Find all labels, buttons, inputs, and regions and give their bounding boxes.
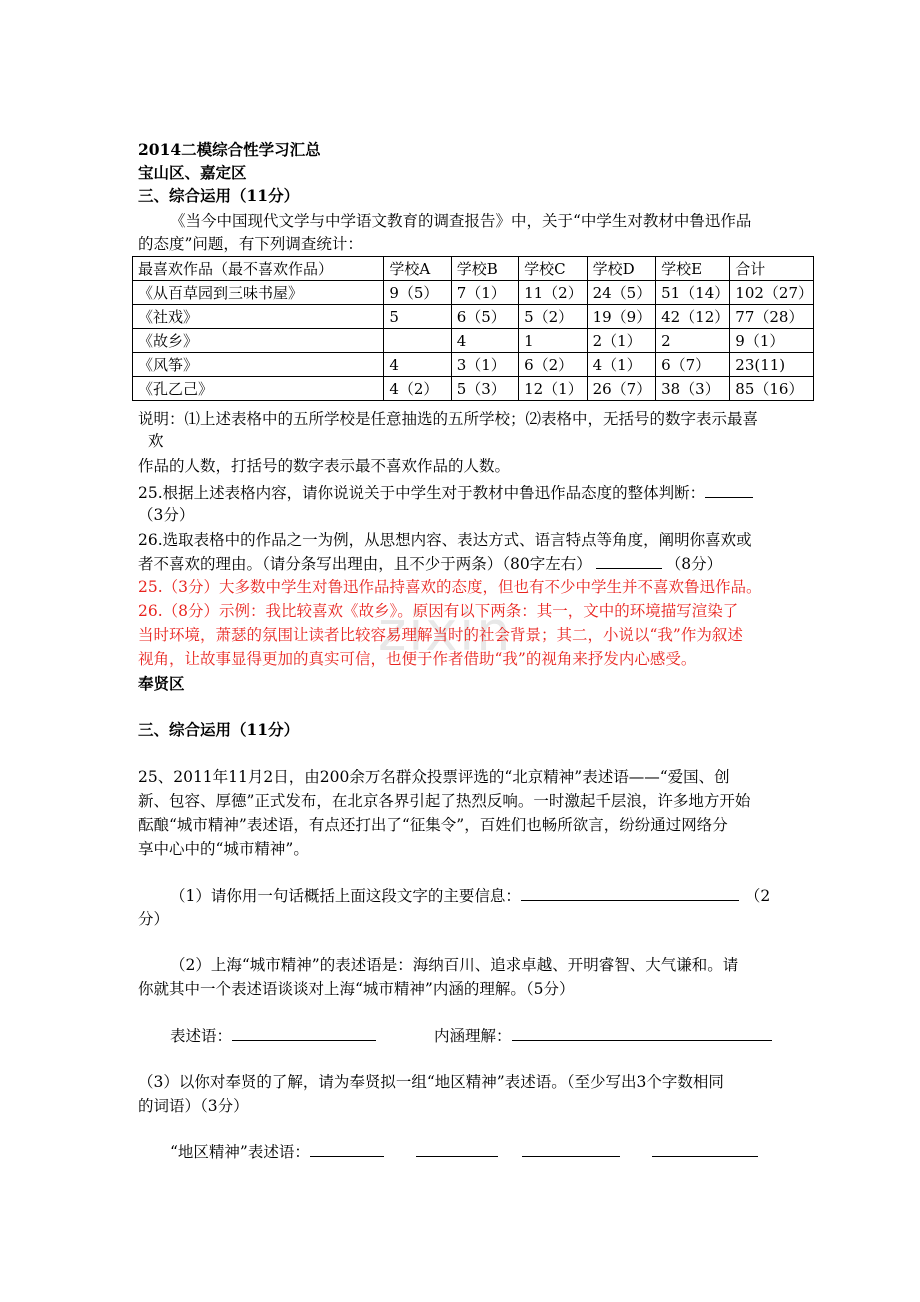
expression-blank[interactable] bbox=[232, 1024, 376, 1041]
note-line-1: 说明：⑴上述表格中的五所学校是任意抽选的五所学校；⑵表格中，无括号的数字表示最喜 bbox=[138, 410, 759, 428]
table-row bbox=[133, 281, 814, 305]
table-cell: 23(11) bbox=[730, 353, 814, 377]
table-header-cell: 合计 bbox=[730, 257, 814, 281]
table-row bbox=[133, 329, 814, 353]
region-spirit-label: “地区精神”表述语： bbox=[170, 1143, 310, 1161]
table-cell: 7（1） bbox=[451, 281, 518, 305]
answer-blank[interactable] bbox=[522, 1140, 620, 1157]
question-26-line-2 bbox=[138, 552, 788, 575]
doc-title: 2014二模综合性学习汇总 bbox=[138, 140, 321, 159]
table-cell bbox=[384, 329, 451, 353]
table-cell: 12（1） bbox=[519, 377, 587, 401]
section-heading-1: 三、综合运用（11分） bbox=[138, 186, 300, 205]
table-cell: 85（16） bbox=[730, 377, 814, 401]
table-cell: 19（9） bbox=[587, 305, 655, 329]
watermark: zixin bbox=[378, 600, 513, 663]
table-cell: 5（2） bbox=[519, 305, 587, 329]
answer-blank[interactable] bbox=[705, 481, 753, 498]
answer-26-line-1: 26.（8分）示例：我比较喜欢《故乡》。原因有以下两条：其一，文中的环境描写渲染了 bbox=[138, 602, 739, 620]
table-cell: 5（3） bbox=[451, 377, 518, 401]
subquestion-3-line-1: （3）以你对奉贤的了解，请为奉贤拟一组“地区精神”表述语。（至少写出3个字数相同 bbox=[138, 1073, 724, 1091]
subquestion-2-line-2: 你就其中一个表述语谈谈对上海“城市精神”内涵的理解。（5分） bbox=[138, 980, 575, 998]
table-cell: 《孔乙己》 bbox=[133, 377, 384, 401]
table-cell: 3（1） bbox=[451, 353, 518, 377]
question-25-line-1 bbox=[138, 481, 788, 504]
table-header-cell: 最喜欢作品（最不喜欢作品） bbox=[133, 257, 384, 281]
table-cell: 26（7） bbox=[587, 377, 655, 401]
table-row bbox=[133, 305, 814, 329]
table-cell: 11（2） bbox=[519, 281, 587, 305]
survey-table bbox=[132, 256, 814, 401]
table-cell: 《从百草园到三味书屋》 bbox=[133, 281, 384, 305]
answer-blank[interactable] bbox=[416, 1140, 498, 1157]
passage-line-4: 享中心中的“城市精神”。 bbox=[138, 840, 309, 858]
subquestion-2-line-1: （2）上海“城市精神”的表述语是：海纳百川、追求卓越、开明睿智、大气谦和。请 bbox=[170, 956, 739, 974]
subquestion-1-line-1 bbox=[170, 884, 820, 907]
table-cell: 2（1） bbox=[587, 329, 655, 353]
subquestion-3-answer-row bbox=[170, 1140, 820, 1163]
table-cell: 4（1） bbox=[587, 353, 655, 377]
answer-blank[interactable] bbox=[596, 552, 662, 569]
note-line-3: 作品的人数，打括号的数字表示最不喜欢作品的人数。 bbox=[138, 457, 511, 475]
table-header-cell: 学校B bbox=[451, 257, 518, 281]
table-cell: 24（5） bbox=[587, 281, 655, 305]
intro-line-1: 《当今中国现代文学与中学语文教育的调查报告》中，关于“中学生对教材中鲁迅作品 bbox=[170, 212, 752, 230]
table-cell: 《故乡》 bbox=[133, 329, 384, 353]
question-26-line-1: 26.选取表格中的作品之一为例，从思想内容、表达方式、语言特点等角度，阐明你喜欢或 bbox=[138, 531, 752, 549]
answer-26-line-3: 视角，让故事显得更加的真实可信，也便于作者借助“我”的视角来抒发内心感受。 bbox=[138, 650, 697, 668]
table-cell: 5 bbox=[384, 305, 451, 329]
answer-blank[interactable] bbox=[521, 884, 739, 901]
meaning-label: 内涵理解： bbox=[434, 1027, 512, 1045]
subquestion-1-line-2: 分） bbox=[138, 910, 170, 928]
answer-25: 25.（3分）大多数中学生对鲁迅作品持喜欢的态度，但也有不少中学生并不喜欢鲁迅作品。 bbox=[138, 578, 762, 596]
question-26-text: 者不喜欢的理由。（请分条写出理由，且不少于两条）（80字左右） bbox=[138, 555, 592, 573]
table-cell: 9（5） bbox=[384, 281, 451, 305]
table-cell: 4（2） bbox=[384, 377, 451, 401]
table-row bbox=[133, 353, 814, 377]
passage-line-1: 25、2011年11月2日，由200余万名群众投票评选的“北京精神”表述语——“爱国、创 bbox=[138, 768, 730, 786]
table-cell: 42（12） bbox=[656, 305, 730, 329]
passage-line-3: 酝酿“城市精神”表述语，有点还打出了“征集令”，百姓们也畅所欲言，纷纷通过网络分 bbox=[138, 816, 728, 834]
table-cell: 2 bbox=[656, 329, 730, 353]
table-cell: 6（2） bbox=[519, 353, 587, 377]
table-cell: 1 bbox=[519, 329, 587, 353]
subquestion-2-answer-row bbox=[170, 1024, 820, 1047]
table-header-cell: 学校C bbox=[519, 257, 587, 281]
district-heading-2: 奉贤区 bbox=[138, 674, 185, 693]
section-heading-2: 三、综合运用（11分） bbox=[138, 720, 300, 739]
answer-blank[interactable] bbox=[310, 1140, 384, 1157]
table-cell: 《社戏》 bbox=[133, 305, 384, 329]
table-cell: 6（7） bbox=[656, 353, 730, 377]
intro-line-2: 的态度”问题，有下列调查统计： bbox=[138, 235, 363, 253]
table-cell: 4 bbox=[384, 353, 451, 377]
table-cell: 9（1） bbox=[730, 329, 814, 353]
passage-line-2: 新、包容、厚德”正式发布，在北京各界引起了热烈反响。一时激起千层浪，许多地方开始 bbox=[138, 792, 751, 810]
answer-26-line-2: 当时环境，萧瑟的氛围让读者比较容易理解当时的社会背景；其二，小说以“我”作为叙述 bbox=[138, 626, 743, 644]
note-line-2: 欢 bbox=[148, 432, 164, 450]
question-25-line-2: （3分） bbox=[138, 506, 195, 524]
table-cell: 4 bbox=[451, 329, 518, 353]
table-cell: 51（14） bbox=[656, 281, 730, 305]
table-cell: 77（28） bbox=[730, 305, 814, 329]
table-header-cell: 学校D bbox=[587, 257, 655, 281]
question-26-score: （8分） bbox=[665, 555, 723, 573]
table-cell: 6（5） bbox=[451, 305, 518, 329]
table-cell: 《风筝》 bbox=[133, 353, 384, 377]
expression-label: 表述语： bbox=[170, 1027, 233, 1045]
question-25-text: 25.根据上述表格内容，请你说说关于中学生对于教材中鲁迅作品态度的整体判断： bbox=[138, 484, 706, 502]
answer-blank[interactable] bbox=[652, 1140, 758, 1157]
meaning-blank[interactable] bbox=[512, 1024, 772, 1041]
table-row bbox=[133, 377, 814, 401]
table-cell: 38（3） bbox=[656, 377, 730, 401]
table-header-cell: 学校E bbox=[656, 257, 730, 281]
table-header-cell: 学校A bbox=[384, 257, 451, 281]
table-header-row bbox=[133, 257, 814, 281]
subquestion-1-text: （1）请你用一句话概括上面这段文字的主要信息： bbox=[170, 887, 521, 905]
subquestion-1-score: （2 bbox=[744, 887, 771, 905]
district-heading-1: 宝山区、嘉定区 bbox=[138, 163, 247, 182]
subquestion-3-line-2: 的词语）（3分） bbox=[138, 1097, 249, 1115]
table-cell: 102（27） bbox=[730, 281, 814, 305]
